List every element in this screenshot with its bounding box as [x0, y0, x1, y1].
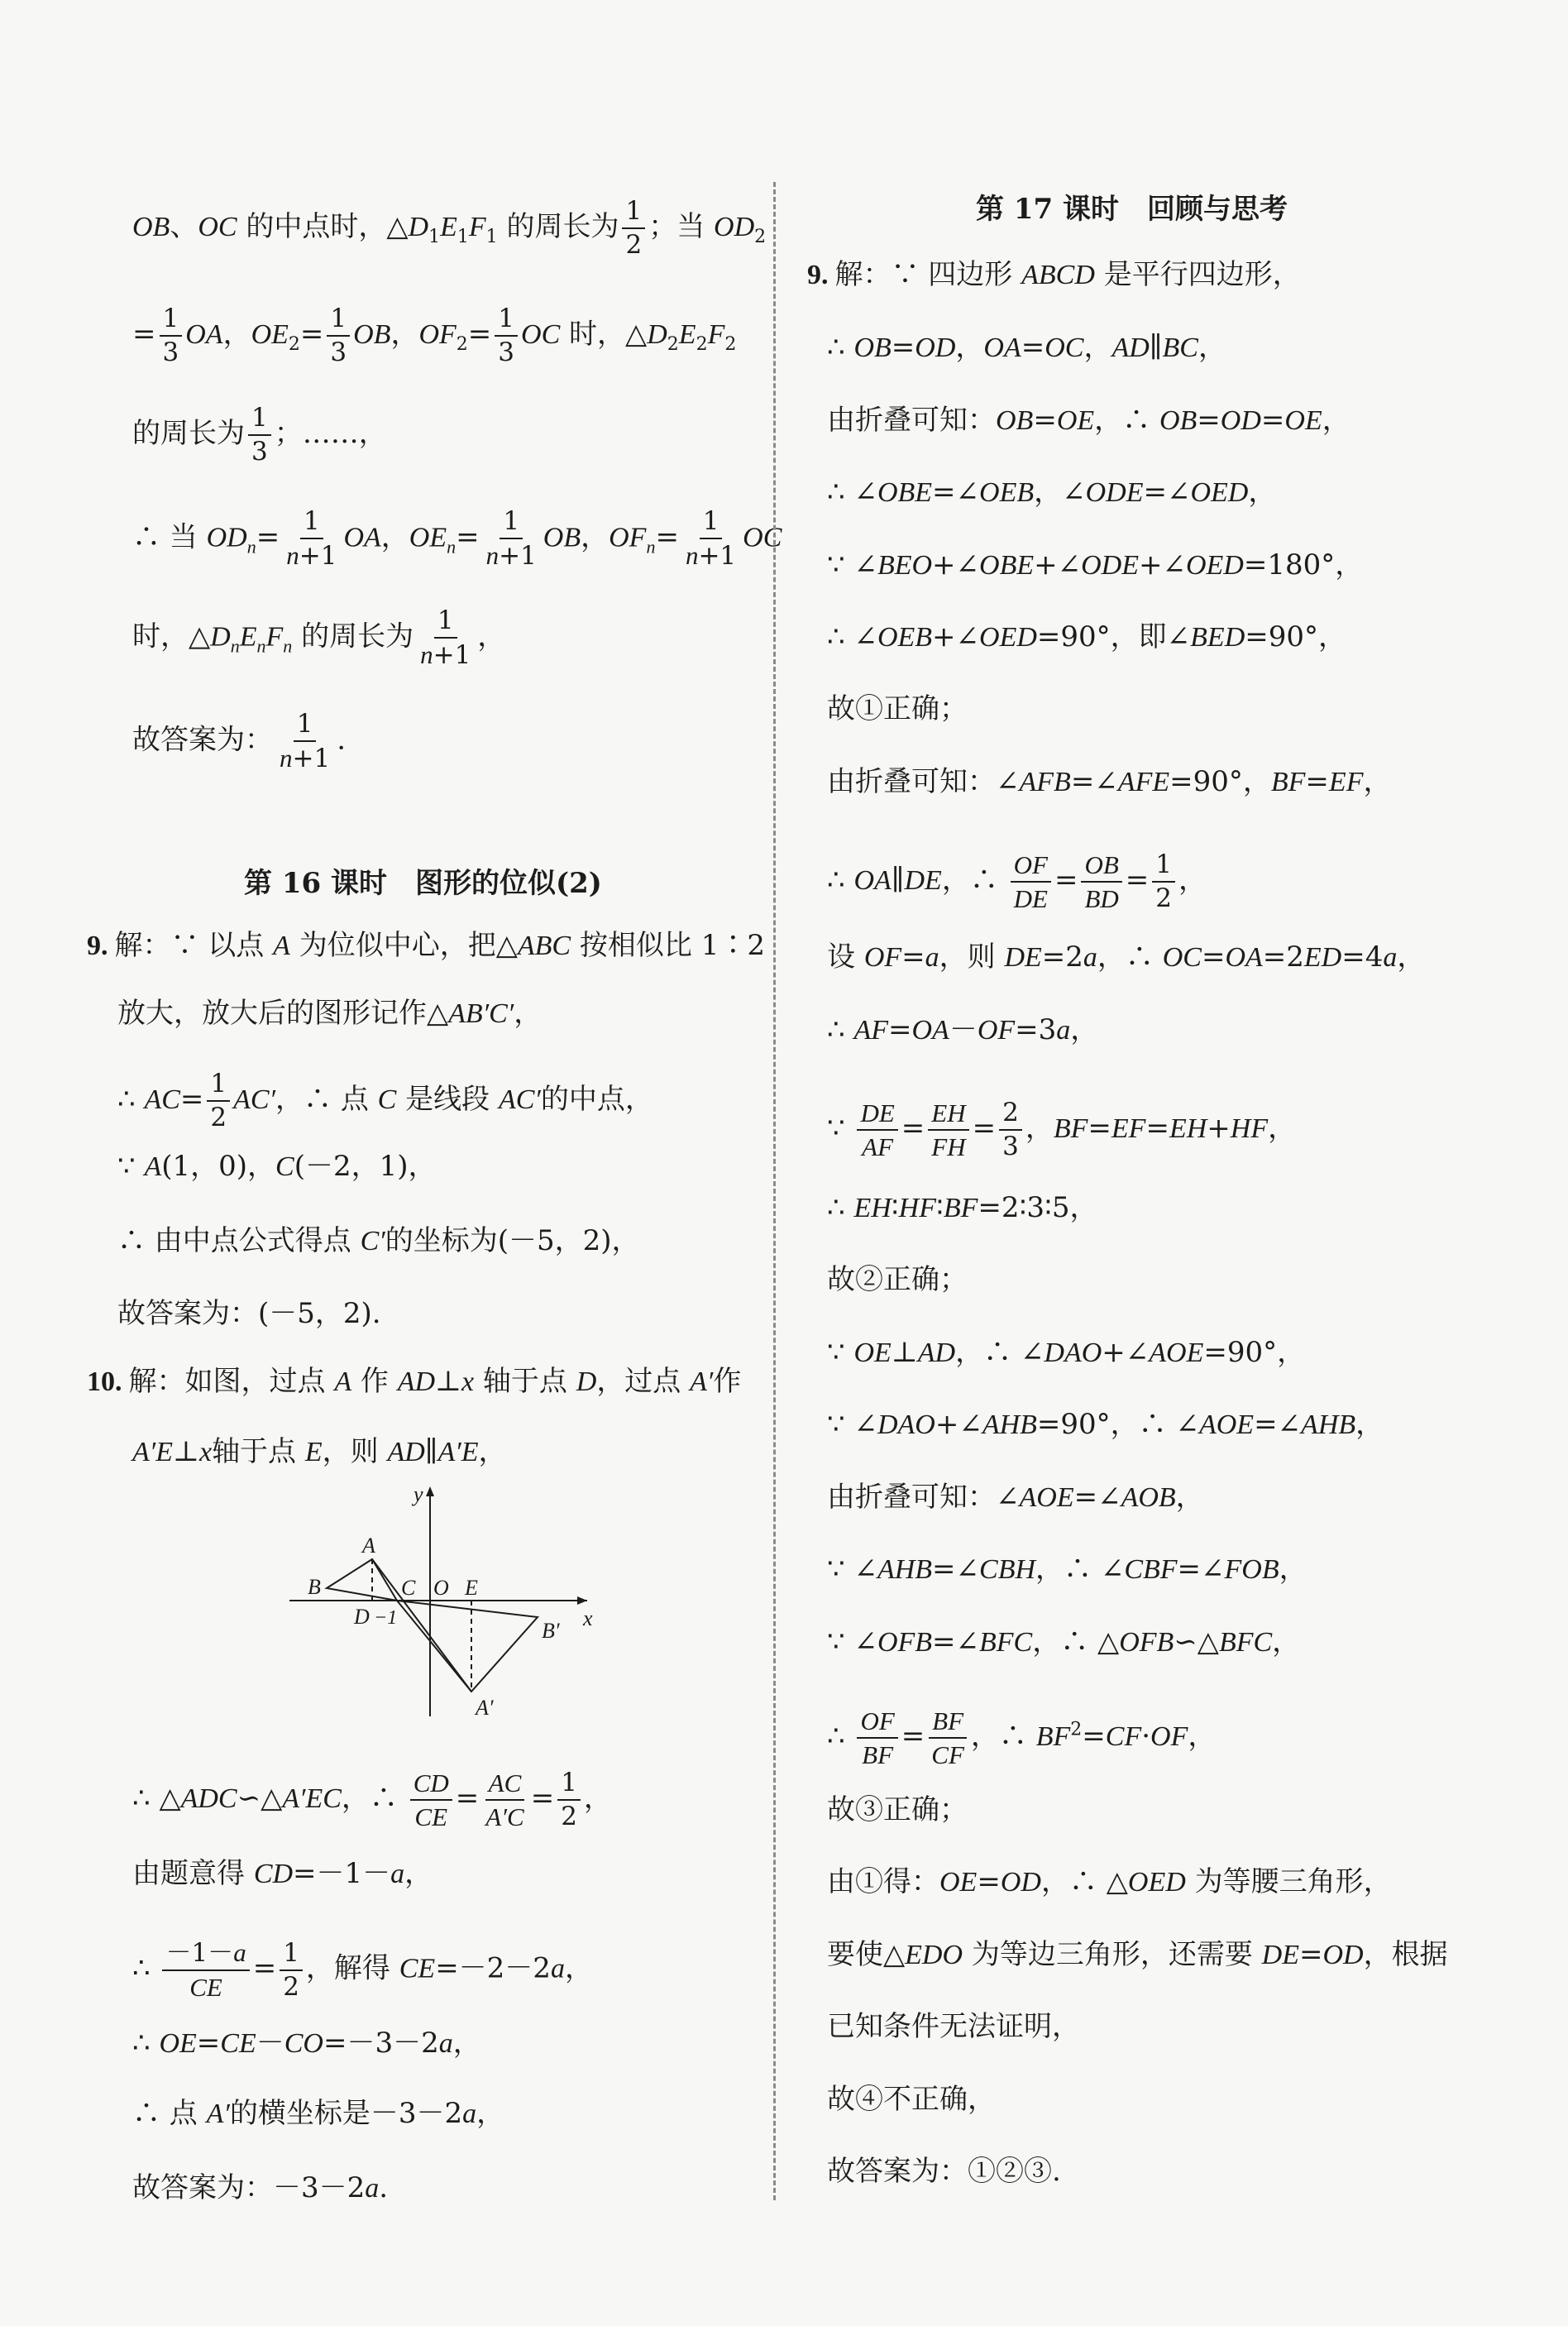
triangle-abc: [327, 1559, 397, 1601]
left-text-line: 时，$\triangle D_nE_nF_n$ 的周长为 $\frac{1}{n+1}$ ，: [132, 605, 506, 670]
problem-9-right-line: ∴ AF=OA－OF=3a，: [827, 1013, 1099, 1046]
label-minus-one: −1: [374, 1607, 398, 1629]
problem-10-line: ∴ $\frac{-1-a}{CE}$ = $\frac{1}{2}$ ，解得 CE=－2－2a，: [132, 1937, 593, 2002]
problem-10-line: 10. 解：如图，过点 A 作 AD⊥x 轴于点 D，过点 A′作: [87, 1365, 742, 1398]
left-text-line: 的周长为 $\frac{1}{3}$ ；……，: [132, 403, 387, 467]
problem-10-line: ∴ OE=CE－CO=－3－2a，: [132, 2027, 481, 2060]
problem-9-right-line: 由①得：OE=OD，∴ △OED 为等腰三角形，: [827, 1865, 1392, 1898]
label-b: B: [308, 1575, 321, 1599]
problem-10-line: A′E⊥x轴于点 E，则 AD∥A′E，: [132, 1435, 507, 1468]
problem-9-right-line: 由折叠可知：∠AOE=∠AOB，: [827, 1481, 1204, 1514]
label-a: A: [362, 1534, 375, 1558]
problem-9-right-line: ∵ OE⊥AD，∴ ∠DAO+∠AOE=90°，: [827, 1336, 1306, 1369]
problem-9-line: 9. 解：∵ 以点 A 为位似中心，把△ABC 按相似比 1∶2: [87, 929, 765, 962]
coordinate-figure: [281, 1476, 612, 1725]
label-c: C: [401, 1576, 416, 1600]
problem-9-right-line: 已知条件无法证明，: [827, 2010, 1080, 2043]
label-o: O: [433, 1576, 449, 1600]
problem-10-line: 故答案为：－3－2a.: [132, 2171, 389, 2204]
problem-9-right-line: ∵ $\frac{DE}{AF}$ = $\frac{EH}{FH}$ = $\frac{2}{3}$ ，BF=EF=EH+HF，: [827, 1098, 1297, 1161]
problem-9-right-line: 故③正确；: [827, 1793, 968, 1826]
left-text-line: 故答案为： $\frac{1}{n+1}$ .: [132, 709, 347, 773]
problem-9-right-line: 故①正确；: [827, 692, 968, 725]
left-text-line: = $\frac{1}{3}$ OA，$OE_2=$ $\frac{1}{3}$ OB，$OF_2=$ $\frac{1}{3}$ OC 时，$\triangle D_2E_2F_2$: [132, 304, 737, 367]
problem-9-line: ∴ 由中点公式得点 C′的坐标为(－5，2)，: [117, 1224, 640, 1257]
section-16-title: 第 16 课时 图形的位似(2): [244, 867, 602, 900]
problem-9-line: 故答案为：(－5，2).: [117, 1297, 381, 1330]
problem-9-right-line: ∴ EH∶HF∶BF=2∶3∶5，: [827, 1191, 1098, 1224]
problem-10-line: 由题意得 CD=－1－a，: [132, 1857, 433, 1890]
problem-9-right-line: 故②正确；: [827, 1263, 968, 1296]
label-x: x: [583, 1606, 593, 1630]
problem-9-right-line: 故④不正确，: [827, 2083, 996, 2116]
problem-9-line: ∵ A(1，0)，C(－2，1)，: [117, 1150, 437, 1183]
x-axis-arrow: [577, 1596, 587, 1605]
problem-9-line: 放大，放大后的图形记作△AB′C′，: [117, 997, 543, 1030]
column-divider: [773, 182, 776, 2200]
problem-9-right-line: ∵ ∠AHB=∠CBH，∴ ∠CBF=∠FOB，: [827, 1553, 1307, 1586]
left-text-line: ∴ 当 $OD_n=$ $\frac{1}{n+1}$ OA，$OE_n=$ $\frac{1}{n+1}$ OB，$OF_n=$ $\frac{1}{n+1}$ OC: [132, 506, 782, 571]
problem-9-line: ∴ AC= $\frac{1}{2}$ AC′，∴ 点 C 是线段 AC′的中点，: [117, 1069, 653, 1132]
section-17-title: 第 17 课时 回顾与思考: [976, 193, 1288, 226]
y-axis-arrow: [426, 1486, 434, 1496]
problem-9-right-line: ∵ ∠OFB=∠BFC，∴ △OFB∽△BFC，: [827, 1625, 1301, 1658]
problem-9-right-line: 由折叠可知：OB=OE，∴ OB=OD=OE，: [827, 404, 1350, 437]
problem-9-right-line: ∵ ∠DAO+∠AHB=90°，∴ ∠AOE=∠AHB，: [827, 1408, 1384, 1441]
triangle-apbpc: [397, 1601, 538, 1692]
label-y: y: [414, 1482, 423, 1506]
problem-10-line: ∴ △ADC∽△A′EC，∴ $\frac{CD}{CE}$ = $\frac{AC}{A'C}$ = $\frac{1}{2}$ ，: [132, 1768, 612, 1831]
problem-number: 10.: [87, 1366, 122, 1397]
problem-9-right-line: ∴ ∠OBE=∠OEB，∠ODE=∠OED，: [827, 476, 1277, 509]
problem-9-right-line: 故答案为：①②③.: [827, 2155, 1061, 2188]
label-bp: B′: [542, 1619, 560, 1643]
left-text-line: OB、OC 的中点时，$\triangle D_1E_1F_1$ 的周长为 $\frac{1}{2}$ ；当 $OD_2$: [132, 196, 767, 260]
problem-9-right-line: ∴ OA∥DE，∴ $\frac{OF}{DE}$ = $\frac{OB}{BD}$ = $\frac{1}{2}$ ，: [827, 850, 1207, 913]
problem-9-right-line: 9. 解：∵ 四边形 ABCD 是平行四边形，: [807, 258, 1301, 291]
problem-9-right-line: 由折叠可知：∠AFB=∠AFE=90°，BF=EF，: [827, 765, 1392, 798]
label-e: E: [465, 1576, 478, 1600]
problem-9-right-line: ∵ ∠BEO+∠OBE+∠ODE+∠OED=180°，: [827, 548, 1364, 582]
problem-9-right-line: ∴ OB=OD，OA=OC，AD∥BC，: [827, 331, 1226, 364]
problem-9-right-line: 要使△EDO 为等边三角形，还需要 DE=OD，根据: [827, 1938, 1448, 1971]
label-ap: A′: [476, 1696, 494, 1720]
problem-number: 9.: [807, 260, 829, 290]
problem-9-right-line: ∴ ∠OEB+∠OED=90°，即∠BED=90°，: [827, 620, 1347, 653]
problem-9-right-line: 设 OF=a，则 DE=2a，∴ OC=OA=2ED=4a，: [827, 940, 1426, 974]
problem-9-right-line: ∴ $\frac{OF}{BF}$ = $\frac{BF}{CF}$ ，∴ $BF^2=CF\cdot OF$，: [827, 1706, 1217, 1769]
problem-number: 9.: [87, 931, 108, 961]
label-d: D: [354, 1605, 370, 1629]
problem-10-line: ∴ 点 A′的横坐标是－3－2a，: [132, 2097, 505, 2130]
